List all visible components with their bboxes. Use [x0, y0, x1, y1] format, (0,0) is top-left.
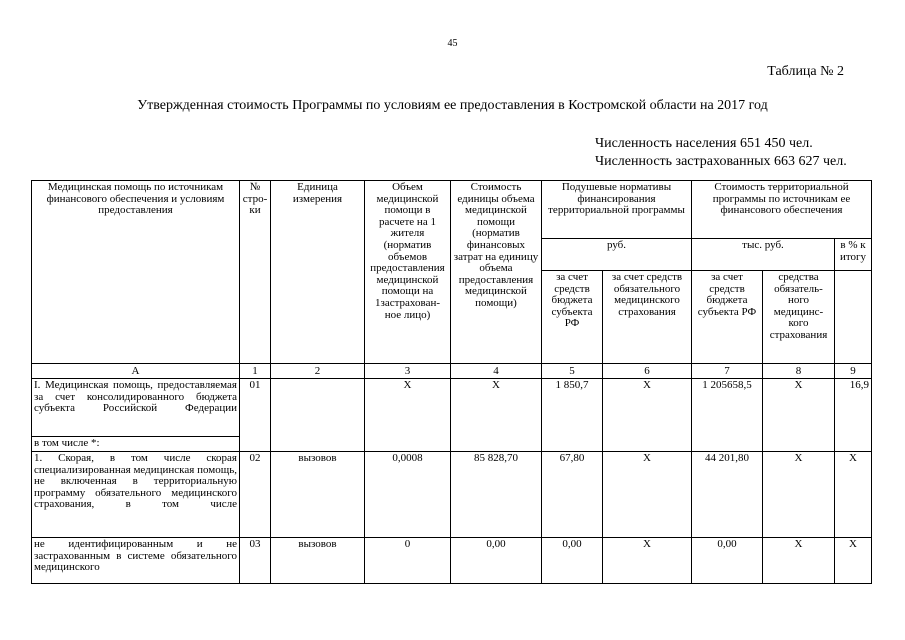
insured-line: Численность застрахованных 663 627 чел.: [595, 154, 847, 169]
row-col5: 0,00: [542, 538, 603, 584]
population-line: Численность населения 651 450 чел.: [595, 136, 813, 151]
row-sublabel: в том числе *:: [32, 437, 240, 452]
table-row: [32, 452, 872, 538]
index-cell: 7: [692, 364, 763, 379]
header-medical-care: Медицинская помощь по источникам финансового обеспечения и условиям предоставления: [32, 181, 240, 364]
header-col7: за счет средств бюджета субъекта РФ: [692, 271, 763, 364]
cost-table: [31, 180, 872, 584]
index-cell: 4: [451, 364, 542, 379]
row-label: не идентифицированным и не застрахованным в системе обязательного медицинского: [32, 538, 240, 584]
index-cell: 6: [603, 364, 692, 379]
row-col6: Х: [603, 538, 692, 584]
document-title: Утвержденная стоимость Программы по условиям ее предоставления в Костромской области на 2017 год: [137, 98, 768, 113]
table-number: Таблица № 2: [767, 64, 844, 79]
row-unit-cost: Х: [451, 379, 542, 452]
page-number: 45: [447, 38, 458, 49]
row-col9: 16,9: [835, 379, 872, 452]
index-cell: 2: [271, 364, 365, 379]
index-cell: 8: [763, 364, 835, 379]
header-per-capita-group: Подушевые нормативы финансирования территориальной программы: [542, 181, 692, 239]
row-unit-cost: 85 828,70: [451, 452, 542, 538]
header-unit-rub: руб.: [542, 239, 692, 271]
row-label: 1. Скорая, в том числе скорая специализированная медицинская помощь, не включенная в территориальную программу обязательного медицинского страхования, в том числе: [32, 452, 240, 538]
row-volume: 0,0008: [365, 452, 451, 538]
row-col5: 67,80: [542, 452, 603, 538]
table-row: [32, 379, 872, 437]
header-unit-thous-rub: тыс. руб.: [692, 239, 835, 271]
row-volume: 0: [365, 538, 451, 584]
index-cell: 3: [365, 364, 451, 379]
row-number: 03: [240, 538, 271, 584]
row-number: 02: [240, 452, 271, 538]
row-number: 01: [240, 379, 271, 452]
index-cell: А: [32, 364, 240, 379]
index-row: [32, 364, 872, 379]
index-cell: 1: [240, 364, 271, 379]
row-unit: вызовов: [271, 452, 365, 538]
header-col6: за счет средств обязательного медицинского страхования: [603, 271, 692, 364]
row-unit-cost: 0,00: [451, 538, 542, 584]
header-unit: Единица измерения: [271, 181, 365, 364]
row-unit: [271, 379, 365, 452]
row-col6: Х: [603, 452, 692, 538]
table-row: [32, 538, 872, 584]
header-col5: за счет средств бюджета субъекта РФ: [542, 271, 603, 364]
row-col6: Х: [603, 379, 692, 452]
row-col8: Х: [763, 452, 835, 538]
header-col9: [835, 271, 872, 364]
row-volume: Х: [365, 379, 451, 452]
header-unit-cost: Стоимость единицы объема медицинской помощи (норматив финансовых затрат на единицу объема предоставления медицинской помощи): [451, 181, 542, 364]
row-col8: Х: [763, 379, 835, 452]
row-label: I. Медицинская помощь, предоставляемая за счет консолидированного бюджета субъекта Российской Федерации: [32, 379, 240, 437]
header-col8: средства обязатель-ного медицинс-кого страхования: [763, 271, 835, 364]
header-percent: в % к итогу: [835, 239, 872, 271]
header-volume: Объем медицинской помощи в расчете на 1 жителя (норматив объемов предоставления медицинской помощи на 1застрахован-ное лицо): [365, 181, 451, 364]
header-cost-group: Стоимость территориальной программы по источникам ее финансового обеспечения: [692, 181, 872, 239]
row-col8: Х: [763, 538, 835, 584]
index-cell: 5: [542, 364, 603, 379]
row-col7: 44 201,80: [692, 452, 763, 538]
row-col5: 1 850,7: [542, 379, 603, 452]
index-cell: 9: [835, 364, 872, 379]
row-col9: Х: [835, 538, 872, 584]
row-col9: Х: [835, 452, 872, 538]
row-col7: 1 205658,5: [692, 379, 763, 452]
header-row-number: № стро-ки: [240, 181, 271, 364]
row-unit: вызовов: [271, 538, 365, 584]
row-col7: 0,00: [692, 538, 763, 584]
